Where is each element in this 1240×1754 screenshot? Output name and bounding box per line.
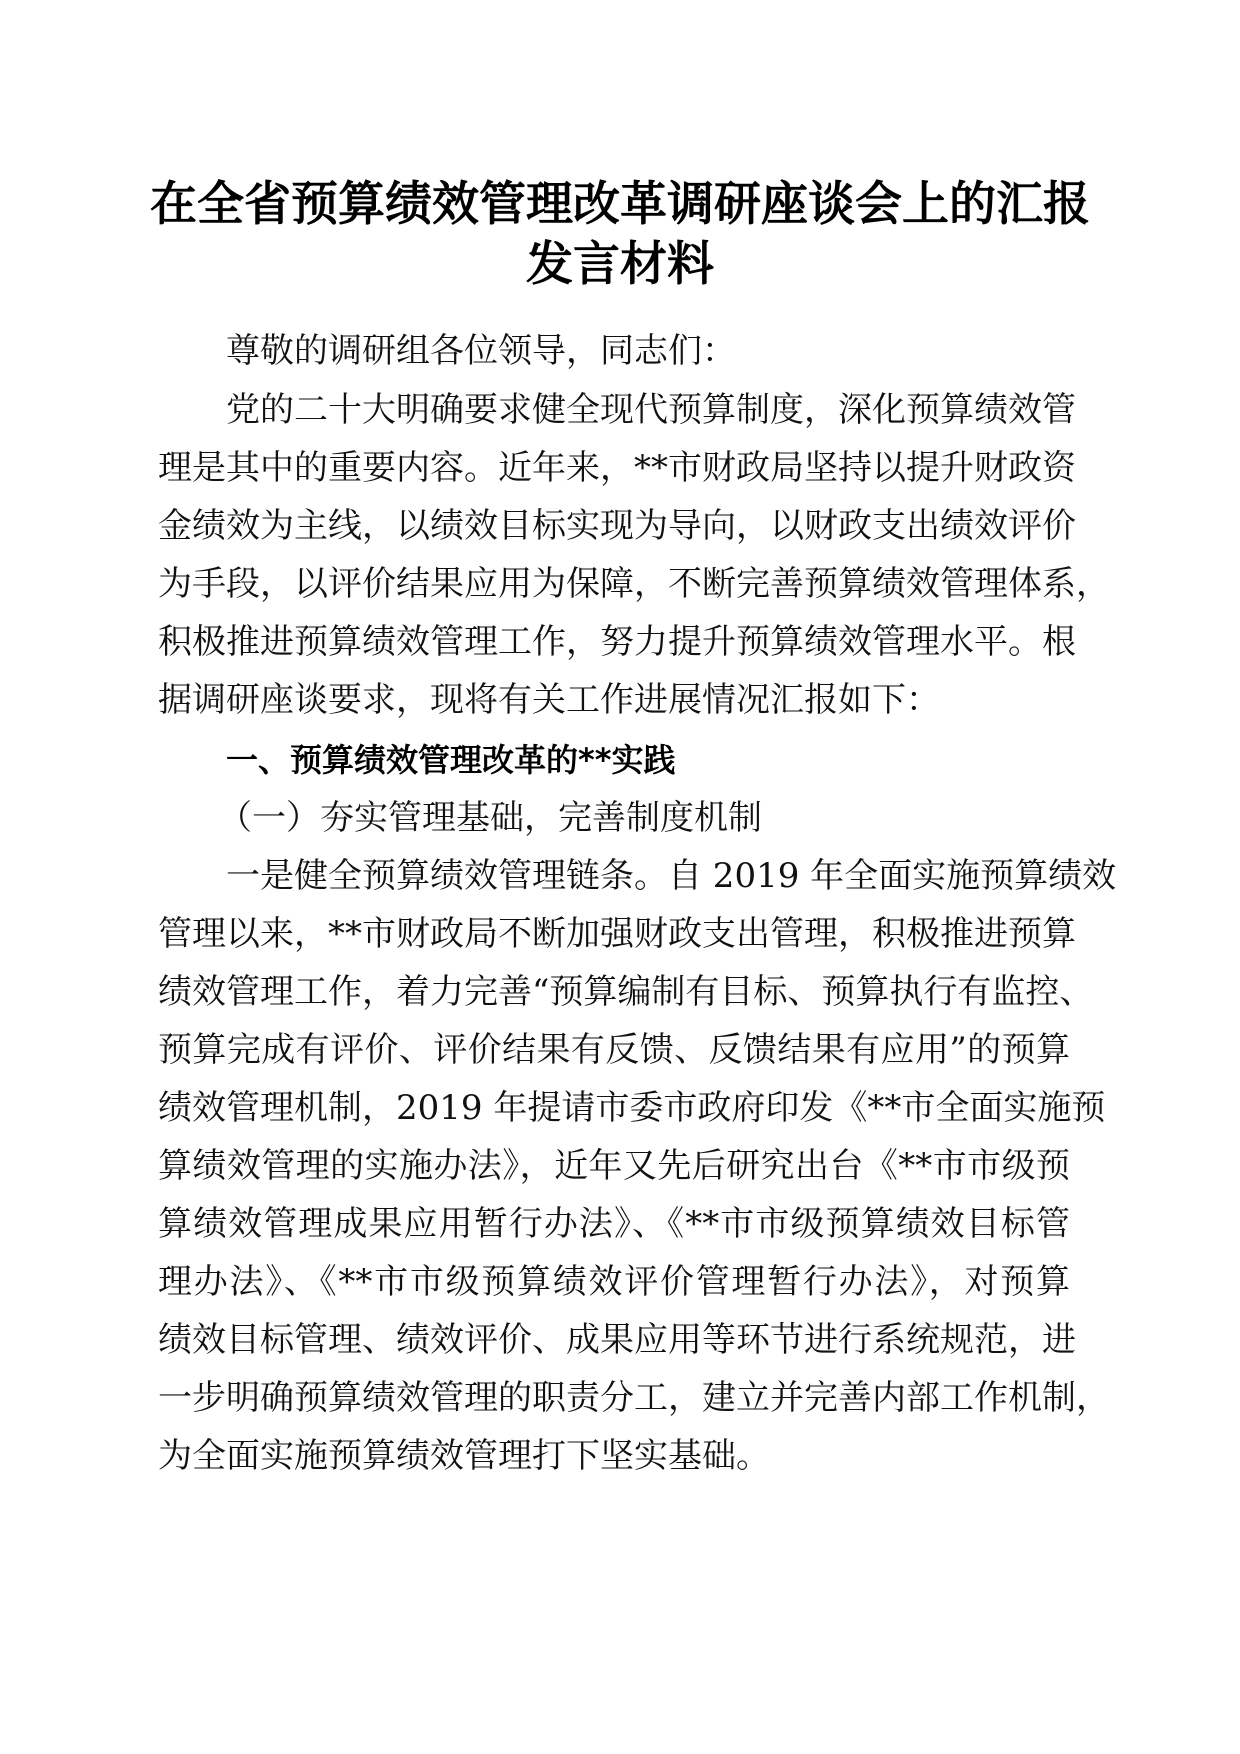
paragraph-line-7: 算绩效管理成果应用暂行办法》、《**市市级预算绩效目标管	[158, 1204, 1070, 1244]
document-title-line-1: 在全省预算绩效管理改革调研座谈会上的汇报	[150, 177, 1090, 232]
salutation: 尊敬的调研组各位领导，同志们：	[226, 331, 736, 371]
paragraph-line-9: 绩效目标管理、绩效评价、成果应用等环节进行系统规范，进	[158, 1320, 1076, 1360]
paragraph-line-10: 一步明确预算绩效管理的职责分工，建立并完善内部工作机制，	[158, 1378, 1110, 1418]
subsection-heading: （一）夯实管理基础，完善制度机制	[218, 798, 762, 838]
paragraph-line-4: 预算完成有评价、评价结果有反馈、反馈结果有应用”的预算	[158, 1030, 1070, 1070]
paragraph-line-6: 算绩效管理的实施办法》，近年又先后研究出台《**市市级预	[158, 1146, 1070, 1186]
intro-line-6: 据调研座谈要求，现将有关工作进展情况汇报如下：	[158, 680, 940, 720]
paragraph-line-5: 绩效管理机制，2019 年提请市委市政府印发《**市全面实施预	[158, 1088, 1106, 1128]
intro-line-1: 党的二十大明确要求健全现代预算制度，深化预算绩效管	[226, 390, 1076, 430]
paragraph-line-2: 管理以来，**市财政局不断加强财政支出管理，积极推进预算	[158, 914, 1076, 954]
intro-line-3: 金绩效为主线，以绩效目标实现为导向，以财政支出绩效评价	[158, 506, 1076, 546]
intro-line-2: 理是其中的重要内容。近年来，**市财政局坚持以提升财政资	[158, 448, 1076, 488]
intro-line-5: 积极推进预算绩效管理工作，努力提升预算绩效管理水平。根	[158, 622, 1076, 662]
paragraph-line-8: 理办法》、《**市市级预算绩效评价管理暂行办法》，对预算	[158, 1262, 1070, 1302]
paragraph-line-11: 为全面实施预算绩效管理打下坚实基础。	[158, 1436, 770, 1476]
document-title-line-2: 发言材料	[526, 237, 714, 292]
section-heading: 一、预算绩效管理改革的**实践	[226, 741, 676, 779]
paragraph-line-3: 绩效管理工作，着力完善“预算编制有目标、预算执行有监控、	[158, 972, 1094, 1012]
paragraph-line-1: 一是健全预算绩效管理链条。自 2019 年全面实施预算绩效	[226, 856, 1117, 896]
intro-line-4: 为手段，以评价结果应用为保障，不断完善预算绩效管理体系，	[158, 564, 1110, 604]
